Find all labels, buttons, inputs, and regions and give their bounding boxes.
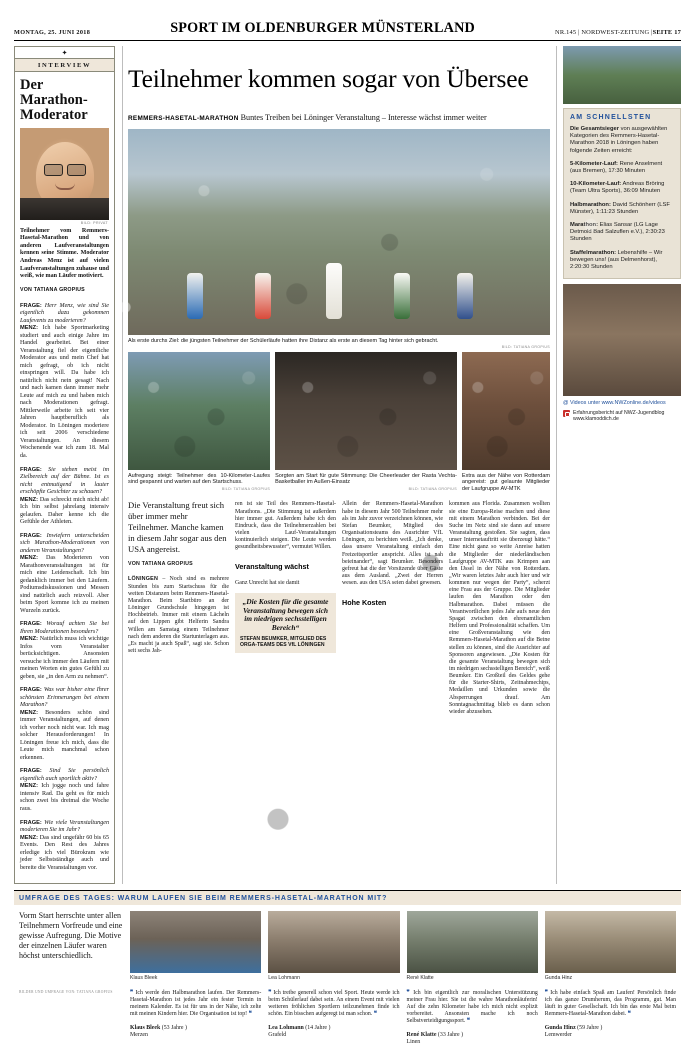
page-title: Teilnehmer kommen sogar von Übersee — [128, 64, 529, 94]
photo-caption: Aufregung steigt: Teilnehmer des 10-Kilometer-Laufes sind gespannt und warten auf den Startschuss. — [128, 472, 271, 486]
pull-quote-attribution: STEFAN BEUMKER, MITGLIED DES ORGA-TEAMS DES VfL LÖNINGEN — [240, 636, 327, 649]
person-photo-label: Klaus Bleek — [130, 975, 158, 982]
quote-mark-icon: ❝ — [466, 1018, 470, 1025]
quote-mark-icon: ❝ — [373, 1011, 377, 1018]
photo-caption: Sorgten am Start für gute Stimmung: Die Cheerleader der Rasta Vechta-Basketballer im Außen-Einsatz — [275, 472, 457, 486]
interview-photo-credit: BILD: PRIVAT — [80, 220, 108, 225]
person-photo-label: Lea Lohmann — [268, 975, 300, 982]
hero-caption-credit: BILD: TATIANA GROPIUS — [501, 345, 550, 350]
person-signature: Klaus Bleek (53 Jahre ) Merzen — [130, 1025, 187, 1039]
pull-quote-text: „Die Kosten für die gesamte Veranstaltung bewegen sich im niedrigen sechsstelligen Bereich“ — [242, 596, 329, 633]
survey-credit: BILDER UND UMFRAGE VON: TATIANA GROPIUS — [19, 990, 113, 995]
result-item: 10-Kilometer-Lauf: Andreas Bröring (Team Ultra Sports), 36:09 Minuten — [570, 181, 665, 195]
masthead-title: SPORT IM OLDENBURGER MÜNSTERLAND — [170, 20, 475, 36]
qa-item: FRAGE: Herr Menz, wie sind Sie eigentlich dazu gekommen Laufevents zu moderieren? MENZ: Ich habe Sportmarketing studiert und auch einige Jahre im Handel gearbeitet. Bei einer Veranstaltung fiel der eigentliche Moderator aus und mein Chef hat mich gefragt, ob ich nicht einspringen will. Da habe ich natürlich nicht nein gesagt! Nach und nach kamen dann immer mehr Leute auf mich zu und haben mich nach Moderationen gefragt. Mittlerweile arbeite ich seit vier Jahren hauptberuflich als Moderator. In Löningen moderiere ich seit 2006 verschiedene Veranstaltungen. An diesem Wochenende war ich zum 18. Mal da. — [20, 302, 110, 459]
right-rail — [557, 46, 681, 884]
photo-caption-credit: BILD: TATIANA GROPIUS — [221, 486, 271, 491]
body-subheading: Hohe Kosten — [342, 598, 387, 608]
qa-item: FRAGE: Sind Sie persönlich eigentlich auch sportlich aktiv? MENZ: Ich jogge noch und fahre intensiv Rad. Da geht es für mich schon zwei bis dreimal die Woche raus. — [20, 768, 109, 812]
person-signature: Lea Lohmann (14 Jahre ) Grafeld — [268, 1025, 331, 1039]
survey-title: UMFRAGE DES TAGES: WARUM LAUFEN SIE BEIM REMMERS-HASETAL-MARATHON MIT? — [14, 891, 681, 905]
article-lead: Die Veranstaltung freut sich über immer mehr Teilnehmer. Manche kamen in diesem Jahr sogar aus den USA angereist. — [128, 499, 227, 555]
interview-intro: Teilnehmer vom Remmers-Hasetal-Marathon und von anderen Laufveranstaltungen kennen seine Stimme. Moderator Andreas Menz ist auf vielen Laufveranstaltungen zuhause und weiß, wie man Läufer motiviert. — [20, 227, 109, 280]
interview-title: Der Marathon-Moderator — [20, 76, 88, 123]
person-signature: Gunda Hinz (59 Jahre ) Lemwerder — [544, 1025, 603, 1039]
person-quote: ❞ Ich bin eigentlich zur moralischen Unterstützung meiner Frau hier. Sie ist die wahre Marathonläuferin! Auf die zehn Kilometer habe ich mich nicht explizit vorbereitet. Ansonsten mache ich noch Selbstverteidigungssport. ❝ — [406, 989, 538, 1025]
rail-photo-bottom — [563, 284, 681, 396]
body-paragraph: LÖNINGEN – Noch sind es mehrere Stunden bis zum Startschuss für die weiten Distanzen beim Remmers-Hasetal-Marathon. Beim Startbüro an der Löninger Grundschule hingegen ist Hochbetrieb. Immer mit einem Lächeln auf den Lippen gibt Helferin Sandra Willen am Samstag einem Teilnehmer nach dem anderen die Startunterlagen aus. „Es macht ja auch Spaß“, sagt sie. Schon seit sechs Jah- — [128, 576, 229, 654]
body-paragraph: Allein der Remmers-Hasetal-Marathon habe in diesem Jahr 500 Teilnehmer mehr als im Jahr zuvor verzeichnen können, wie Stefan Beumker, Mitglied des Organisationsteams des Ausrichter VfL Löningen, zu berichten weiß. „Ich denke, dass unsere Veranstaltung einfach den Freizeitsportler anspricht. Alles ist nah beieinander“, sagt Beumker. Besonders gefreut hat die der Vorsitzende über Gäste aus dem Ausland. „Zwei der Herren wesen. aus den USA seien dabei gewesen. — [342, 501, 443, 587]
result-item: 5-Kilometer-Lauf: Rene Anselment (aus Bremen), 17:30 Minuten — [570, 160, 663, 175]
qa-item: FRAGE: Worauf achten Sie bei Ihren Moderationen besonders? MENZ: Natürlich muss ich wichtige Infos vom Veranstalter berücksichtigen. Ansonsten versuche ich immer den Läufern mit meinen Worten ein gutes Gefühl zu geben, sie „in den Arm zu nehmen“. — [20, 621, 109, 680]
diamond-icon: ✦ — [61, 50, 68, 57]
blog-link-label: Erfahrungsbericht auf NWZ-Jugendblog www.klamoddich.de — [573, 410, 665, 423]
body-paragraph: kommen aus Florida. Zusammen wollten sie eine Europa-Reise machen und diese mit einem Marathon verbinden. Bei der Suche im Netz sind sie dann auf unsere Veranstaltung gestoßen. Sie sagten, dass unser Internetauftritt sie überzeugt hätte.“ Eine nicht ganz so weite Anreise hatten die Mitglieder der niederländischen Laufgruppe AV-MTK aus Krimpen aan den IJssel in der Nähe von Rotterdam. „Wir waren letztes Jahr auch hier und wir kommen nur wegen der Party“, scherzt eine Frau aus der Gruppe. Die Mitglieder laufen den Marathon oder den Halbmarathon. Dabei müssen die Verantwortlichen jedes Jahr aufs neue den Spagat zwischen den ehrenamtlichen Helfern und Professionalität schaffen. Um eine Großveranstaltung wie den Remmers-Hasetal-Marathon auf die Beine stellen zu können, sind die Ausrichter auf Sponsoren angewiesen. „Die Kosten für die gesamte Veranstaltung bewegen sich im niedrigen sechsstelligen Bereich“, weiß Beumker. Ein Großteil des Geldes gehe für die Starter-Shirts, Zeitnahmechips, Medaillen und Urkunden sowie die Absperrungen drauf. Am Sonntagnachmittag blieb es dann schon wieder abzusehen. — [449, 501, 550, 715]
survey-intro-text: Vorm Start herrschte unter allen Teilnehmern Vorfreude und eine gewisse Aufregung. Die Motive der einzelnen Läufer waren höchst unterschiedlich. — [19, 911, 123, 961]
body-paragraph: ren ist sie Teil des Remmers-Hasetal-Marathons. „Die Stimmung ist außerdem hier immer gut. Außerdem habe ich den Eindruck, dass die Teilnehmerzahlen bei vielen Lauf-Veranstaltungen kontinuierlich steigen. Die Leute werden gesundheitsbewusster“, vermutet Willen. — [235, 501, 336, 551]
fastest-results-intro: Die Gesamtsieger von ausgewählten Kategorien des Remmers-Hasetal-Marathon 2018 in Löningen haben folgende Zeiten erreicht: — [570, 126, 668, 154]
article-lead-byline: VON TATIANA GROPIUS — [128, 560, 193, 567]
qa-item: FRAGE: Sie stehen meist im Zielbereich auf der Bühne. Ist es nicht entmutigend in lauter erschöpfte Gesichter zu schauen? MENZ: Das schreckt mich nicht ab! Ich bin selbst jahrelang intensiv gelaufen. Daher kenne ich die Gefühle der Athleten. — [20, 466, 109, 526]
link-icon — [563, 410, 570, 417]
interview-kicker: INTERVIEW — [15, 58, 114, 72]
body-paragraph: Ganz Unrecht hat sie damit — [235, 579, 300, 586]
qa-item: FRAGE: Inwiefern unterscheiden sich Marathon-Moderationen von anderen Veranstaltungen? MENZ: Das Moderieren von Marathonveranstaltungen ist für mich eine Leidenschaft. Ich bin gedanklich immer bei den Läufern. Podiumsdiskussionen und Messen sind natürlich auch reizvoll. Aber beim Sport komme ich zu meinen Wurzeln zurück. — [20, 532, 109, 614]
person-quote: ❞ Ich treibe generell schon viel Sport. Heute werde ich beim Schülerlauf dabei sein. An einem Event mit vielen weiteren fröhlichen Sportlern teilzunehmen finde ich schön. Ein bisschen aufgeregt ist man schon. ❝ — [268, 989, 400, 1018]
photo-caption-credit: BILD: TATIANA GROPIUS — [408, 486, 457, 491]
result-item: Marathon: Elias Sansar (LG Lage Detmold Bad Salzuflen e.V.), 2:30:23 Stunden — [570, 222, 665, 243]
quote-mark-icon: ❞ — [406, 989, 410, 996]
page-columns — [14, 46, 681, 884]
video-link-note[interactable]: @ Videos unter www.NWZonline.de/videos — [563, 400, 666, 407]
issue-number: NR.145 | NORDWEST-ZEITUNG | — [555, 29, 653, 36]
person-photo-label: Gunda Hinz — [544, 975, 573, 982]
result-item: Halbmarathon: David Schönherr (LSF Münster), 1:11:23 Stunden — [570, 201, 670, 215]
photo-caption: Extra aus der Nähe von Rotterdam angereist: gut gelaunte Mitglieder der Laufgruppe AV-MTK — [461, 472, 550, 492]
quote-mark-icon: ❞ — [268, 989, 272, 996]
person-photo-label: René Klatte — [406, 975, 434, 982]
quote-mark-icon: ❞ — [130, 989, 134, 996]
quote-mark-icon: ❝ — [248, 1011, 252, 1018]
page-number: SEITE 17 — [652, 29, 681, 36]
qa-item: FRAGE: Was war bisher eine Ihrer schönsten Erinnerungen bei einem Marathon? MENZ: Besonders schön sind immer Veranstaltungen, auf denen ich vorher noch nicht war. Ich mag solcher Herausforderungen! In Löningen freue ich mich, dass die Leute mich manchmal schon erkennen. — [20, 687, 109, 761]
article-subhead-text: Buntes Treiben bei Löninger Veranstaltung – Interesse wächst immer weiter — [240, 113, 487, 123]
hero-caption: Als erste durchs Ziel: die jüngsten Teilnehmer der Schülerläufe hatten ihre Distanz als erste an diesem Tag hinter sich gebracht. — [128, 337, 439, 344]
quote-mark-icon: ❞ — [544, 989, 548, 996]
person-quote: ❞ Ich habe einfach Spaß am Laufen! Persönlich finde ich das ganze Drumherum, das Programm, gut. Man läuft in guter Gesellschaft. Ich bin das erste Mal beim Remmers-Hasetal-Marathon dabei. ❝ — [544, 989, 677, 1018]
dateline-place: LÖNINGEN — [128, 576, 159, 583]
person-quote: ❞ Ich werde den Halbmarathon laufen. Der Remmers-Hasetal-Marathon ist jedes Jahr ein fester Termin in meinem Kalender. Es ist für uns in der Nähe, ich zelte mit meinen Kindern hier. Die Organisation ist top! ❝ — [130, 989, 262, 1018]
fastest-results-title: AM SCHNELLSTEN — [570, 114, 652, 121]
interview-byline: VON TATIANA GROPIUS — [20, 286, 85, 293]
body-subheading: Veranstaltung wächst — [235, 562, 309, 572]
qa-item: FRAGE: Wie viele Veranstaltungen moderieren Sie im Jahr? MENZ: Das sind ungefähr 60 bis 65 Events. Den Rest des Jahres erledige ich viel Bürokram wie jeder Selbstständige auch und bereite die Veranstaltungen vor. — [20, 819, 109, 871]
result-item: Staffelmarathon: Lebenshilfe – Wir bewegen uns! (aus Delmenhorst), 2:20:30 Stunden — [570, 249, 663, 271]
quote-mark-icon: ❝ — [627, 1011, 631, 1018]
masthead-date: MONTAG, 25. JUNI 2018 — [14, 29, 91, 36]
person-signature: René Klatte (33 Jahre ) Linen — [406, 1032, 464, 1046]
article-kicker: REMMERS-HASETAL-MARATHON — [128, 115, 239, 123]
